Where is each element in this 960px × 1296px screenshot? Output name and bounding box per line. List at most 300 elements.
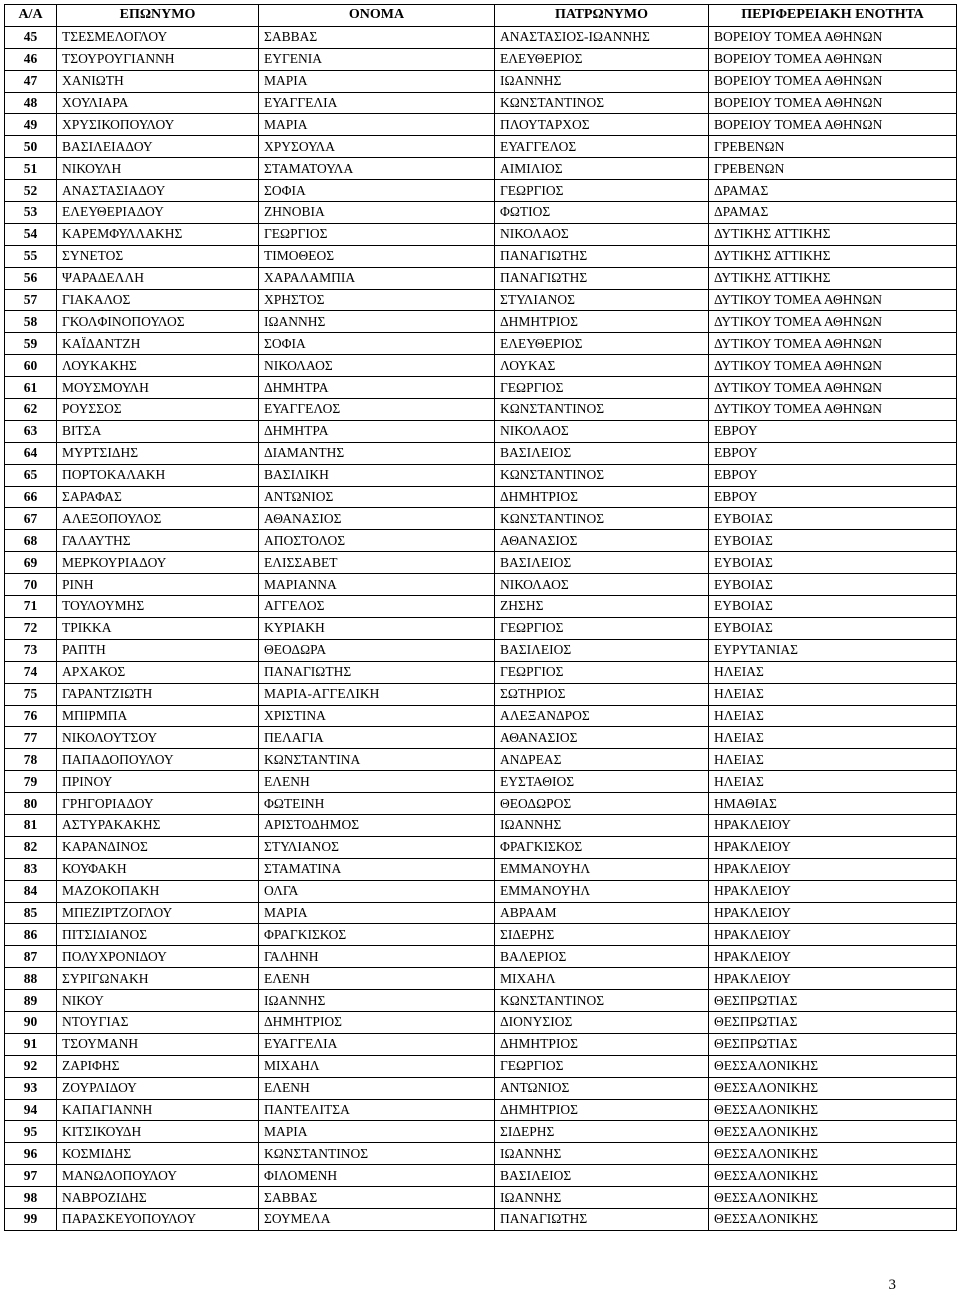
table-row [5,771,957,793]
cell-serial-number: 64 [5,442,57,464]
cell-serial-number: 72 [5,617,57,639]
cell-first-name: ΕΥΑΓΓΕΛΙΑ [259,1033,495,1055]
table-row [5,574,957,596]
cell-first-name: ΖΗΝΟΒΙΑ [259,202,495,224]
cell-father-name: ΣΤΥΛΙΑΝΟΣ [495,289,709,311]
cell-serial-number: 51 [5,158,57,180]
cell-serial-number: 54 [5,223,57,245]
cell-first-name: ΔΗΜΗΤΡΑ [259,420,495,442]
cell-regional-unit: ΕΥΒΟΙΑΣ [709,596,957,618]
cell-regional-unit: ΗΡΑΚΛΕΙΟΥ [709,968,957,990]
table-row [5,1033,957,1055]
cell-first-name: ΔΗΜΗΤΡΑ [259,377,495,399]
cell-serial-number: 52 [5,180,57,202]
cell-surname: ΜΕΡΚΟΥΡΙΑΔΟΥ [57,552,259,574]
table-row [5,92,957,114]
cell-first-name: ΜΑΡΙΑΝΝΑ [259,574,495,596]
table-row [5,814,957,836]
cell-father-name: ΚΩΝΣΤΑΝΤΙΝΟΣ [495,399,709,421]
cell-regional-unit: ΘΕΣΣΑΛΟΝΙΚΗΣ [709,1187,957,1209]
cell-father-name: ΦΡΑΓΚΙΣΚΟΣ [495,836,709,858]
cell-surname: ΜΥΡΤΣΙΔΗΣ [57,442,259,464]
table-row [5,267,957,289]
cell-father-name: ΒΑΣΙΛΕΙΟΣ [495,1165,709,1187]
cell-regional-unit: ΗΛΕΙΑΣ [709,661,957,683]
cell-regional-unit: ΘΕΣΣΑΛΟΝΙΚΗΣ [709,1077,957,1099]
cell-serial-number: 96 [5,1143,57,1165]
cell-surname: ΤΣΕΣΜΕΛΟΓΛΟΥ [57,26,259,48]
cell-serial-number: 58 [5,311,57,333]
cell-regional-unit: ΔΥΤΙΚΗΣ ΑΤΤΙΚΗΣ [709,223,957,245]
cell-father-name: ΓΕΩΡΓΙΟΣ [495,617,709,639]
table-row [5,705,957,727]
cell-father-name: ΑΛΕΞΑΝΔΡΟΣ [495,705,709,727]
cell-first-name: ΑΓΓΕΛΟΣ [259,596,495,618]
cell-regional-unit: ΒΟΡΕΙΟΥ ΤΟΜΕΑ ΑΘΗΝΩΝ [709,92,957,114]
cell-first-name: ΟΛΓΑ [259,880,495,902]
table-row [5,749,957,771]
cell-serial-number: 91 [5,1033,57,1055]
cell-surname: ΚΙΤΣΙΚΟΥΔΗ [57,1121,259,1143]
cell-serial-number: 53 [5,202,57,224]
cell-father-name: ΠΑΝΑΓΙΩΤΗΣ [495,245,709,267]
cell-serial-number: 82 [5,836,57,858]
cell-first-name: ΓΕΩΡΓΙΟΣ [259,223,495,245]
table-row [5,464,957,486]
table-row [5,924,957,946]
cell-regional-unit: ΔΡΑΜΑΣ [709,202,957,224]
cell-regional-unit: ΒΟΡΕΙΟΥ ΤΟΜΕΑ ΑΘΗΝΩΝ [709,26,957,48]
cell-regional-unit: ΒΟΡΕΙΟΥ ΤΟΜΕΑ ΑΘΗΝΩΝ [709,48,957,70]
cell-serial-number: 84 [5,880,57,902]
cell-surname: ΚΑΪΔΑΝΤΖΗ [57,333,259,355]
cell-first-name: ΕΛΕΝΗ [259,1077,495,1099]
cell-surname: ΜΠΙΡΜΠΑ [57,705,259,727]
cell-regional-unit: ΗΡΑΚΛΕΙΟΥ [709,836,957,858]
table-row [5,727,957,749]
cell-father-name: ΕΛΕΥΘΕΡΙΟΣ [495,333,709,355]
cell-surname: ΝΙΚΟΥΛΗ [57,158,259,180]
cell-father-name: ΚΩΝΣΤΑΝΤΙΝΟΣ [495,92,709,114]
table-row [5,639,957,661]
cell-surname: ΖΑΡΙΦΗΣ [57,1055,259,1077]
personnel-table [4,4,957,1231]
cell-serial-number: 89 [5,990,57,1012]
cell-regional-unit: ΕΒΡΟΥ [709,464,957,486]
cell-regional-unit: ΗΡΑΚΛΕΙΟΥ [709,946,957,968]
cell-serial-number: 70 [5,574,57,596]
cell-first-name: ΔΗΜΗΤΡΙΟΣ [259,1011,495,1033]
cell-first-name: ΜΑΡΙΑ [259,70,495,92]
cell-surname: ΣΑΡΑΦΑΣ [57,486,259,508]
cell-father-name: ΝΙΚΟΛΑΟΣ [495,223,709,245]
cell-serial-number: 77 [5,727,57,749]
cell-serial-number: 78 [5,749,57,771]
cell-serial-number: 80 [5,793,57,815]
table-row [5,223,957,245]
cell-surname: ΚΑΠΑΓΙΑΝΝΗ [57,1099,259,1121]
cell-father-name: ΠΑΝΑΓΙΩΤΗΣ [495,1208,709,1230]
cell-surname: ΚΟΣΜΙΔΗΣ [57,1143,259,1165]
cell-surname: ΡΙΝΗ [57,574,259,596]
cell-first-name: ΣΟΦΙΑ [259,180,495,202]
cell-surname: ΑΛΕΞΟΠΟΥΛΟΣ [57,508,259,530]
cell-serial-number: 47 [5,70,57,92]
table-body [5,26,957,1230]
cell-father-name: ΘΕΟΔΩΡΟΣ [495,793,709,815]
cell-first-name: ΠΕΛΑΓΙΑ [259,727,495,749]
cell-regional-unit: ΗΛΕΙΑΣ [709,749,957,771]
cell-regional-unit: ΗΡΑΚΛΕΙΟΥ [709,880,957,902]
cell-serial-number: 73 [5,639,57,661]
cell-father-name: ΖΗΣΗΣ [495,596,709,618]
cell-surname: ΑΣΤΥΡΑΚΑΚΗΣ [57,814,259,836]
cell-father-name: ΦΩΤΙΟΣ [495,202,709,224]
cell-first-name: ΚΩΝΣΤΑΝΤΙΝΟΣ [259,1143,495,1165]
cell-first-name: ΑΘΑΝΑΣΙΟΣ [259,508,495,530]
cell-surname: ΖΟΥΡΛΙΔΟΥ [57,1077,259,1099]
cell-father-name: ΒΑΛΕΡΙΟΣ [495,946,709,968]
cell-serial-number: 71 [5,596,57,618]
cell-regional-unit: ΔΥΤΙΚΗΣ ΑΤΤΙΚΗΣ [709,245,957,267]
table-row [5,245,957,267]
cell-regional-unit: ΒΟΡΕΙΟΥ ΤΟΜΕΑ ΑΘΗΝΩΝ [709,114,957,136]
cell-regional-unit: ΔΡΑΜΑΣ [709,180,957,202]
cell-surname: ΓΚΟΛΦΙΝΟΠΟΥΛΟΣ [57,311,259,333]
cell-surname: ΝΙΚΟΛΟΥΤΣΟΥ [57,727,259,749]
cell-father-name: ΓΕΩΡΓΙΟΣ [495,1055,709,1077]
cell-serial-number: 49 [5,114,57,136]
cell-first-name: ΠΑΝΤΕΛΙΤΣΑ [259,1099,495,1121]
table-row [5,355,957,377]
table-row [5,26,957,48]
table-row [5,617,957,639]
table-row [5,508,957,530]
cell-first-name: ΒΑΣΙΛΙΚΗ [259,464,495,486]
cell-father-name: ΚΩΝΣΤΑΝΤΙΝΟΣ [495,990,709,1012]
header-regional-unit: ΠΕΡΙΦΕΡΕΙΑΚΗ ΕΝΟΤΗΤΑ [709,5,957,27]
cell-father-name: ΜΙΧΑΗΛ [495,968,709,990]
cell-regional-unit: ΔΥΤΙΚΟΥ ΤΟΜΕΑ ΑΘΗΝΩΝ [709,355,957,377]
cell-surname: ΤΡΙΚΚΑ [57,617,259,639]
cell-first-name: ΧΡΥΣΟΥΛΑ [259,136,495,158]
cell-serial-number: 45 [5,26,57,48]
table-row [5,1011,957,1033]
cell-first-name: ΜΑΡΙΑ [259,1121,495,1143]
cell-regional-unit: ΕΥΒΟΙΑΣ [709,508,957,530]
cell-regional-unit: ΗΡΑΚΛΕΙΟΥ [709,924,957,946]
cell-first-name: ΕΛΙΣΣΑΒΕΤ [259,552,495,574]
table-row [5,180,957,202]
cell-regional-unit: ΘΕΣΣΑΛΟΝΙΚΗΣ [709,1165,957,1187]
cell-first-name: ΣΑΒΒΑΣ [259,1187,495,1209]
cell-surname: ΚΑΡΕΜΦΥΛΛΑΚΗΣ [57,223,259,245]
cell-surname: ΜΠΕΖΙΡΤΖΟΓΛΟΥ [57,902,259,924]
cell-first-name: ΚΥΡΙΑΚΗ [259,617,495,639]
cell-serial-number: 81 [5,814,57,836]
cell-regional-unit: ΒΟΡΕΙΟΥ ΤΟΜΕΑ ΑΘΗΝΩΝ [709,70,957,92]
table-row [5,202,957,224]
cell-serial-number: 74 [5,661,57,683]
cell-father-name: ΔΗΜΗΤΡΙΟΣ [495,1033,709,1055]
table-row [5,377,957,399]
cell-father-name: ΝΙΚΟΛΑΟΣ [495,574,709,596]
cell-father-name: ΒΑΣΙΛΕΙΟΣ [495,442,709,464]
cell-first-name: ΠΑΝΑΓΙΩΤΗΣ [259,661,495,683]
cell-surname: ΑΝΑΣΤΑΣΙΑΔΟΥ [57,180,259,202]
cell-regional-unit: ΗΡΑΚΛΕΙΟΥ [709,902,957,924]
table-row [5,48,957,70]
cell-regional-unit: ΔΥΤΙΚΗΣ ΑΤΤΙΚΗΣ [709,267,957,289]
cell-surname: ΡΑΠΤΗ [57,639,259,661]
cell-regional-unit: ΔΥΤΙΚΟΥ ΤΟΜΕΑ ΑΘΗΝΩΝ [709,333,957,355]
header-row [5,5,957,27]
cell-first-name: ΣΟΥΜΕΛΑ [259,1208,495,1230]
table-row [5,136,957,158]
cell-serial-number: 63 [5,420,57,442]
cell-serial-number: 99 [5,1208,57,1230]
cell-father-name: ΙΩΑΝΝΗΣ [495,1187,709,1209]
table-row [5,596,957,618]
cell-regional-unit: ΕΒΡΟΥ [709,442,957,464]
cell-surname: ΧΑΝΙΩΤΗ [57,70,259,92]
cell-regional-unit: ΘΕΣΣΑΛΟΝΙΚΗΣ [709,1143,957,1165]
cell-serial-number: 46 [5,48,57,70]
cell-regional-unit: ΘΕΣΣΑΛΟΝΙΚΗΣ [709,1099,957,1121]
cell-serial-number: 90 [5,1011,57,1033]
table-row [5,530,957,552]
cell-serial-number: 75 [5,683,57,705]
table-row [5,420,957,442]
cell-regional-unit: ΕΒΡΟΥ [709,486,957,508]
table-row [5,289,957,311]
cell-father-name: ΓΕΩΡΓΙΟΣ [495,377,709,399]
table-row [5,1187,957,1209]
cell-first-name: ΕΥΓΕΝΙΑ [259,48,495,70]
cell-surname: ΚΑΡΑΝΔΙΝΟΣ [57,836,259,858]
cell-surname: ΓΑΛΑΥΤΗΣ [57,530,259,552]
cell-first-name: ΙΩΑΝΝΗΣ [259,311,495,333]
table-row [5,902,957,924]
cell-serial-number: 98 [5,1187,57,1209]
cell-father-name: ΚΩΝΣΤΑΝΤΙΝΟΣ [495,508,709,530]
cell-first-name: ΦΙΛΟΜΕΝΗ [259,1165,495,1187]
cell-surname: ΤΣΟΥΡΟΥΓΙΑΝΝΗ [57,48,259,70]
cell-serial-number: 76 [5,705,57,727]
cell-serial-number: 65 [5,464,57,486]
cell-father-name: ΑΘΑΝΑΣΙΟΣ [495,727,709,749]
cell-father-name: ΑΙΜΙΛΙΟΣ [495,158,709,180]
cell-first-name: ΕΛΕΝΗ [259,771,495,793]
cell-regional-unit: ΔΥΤΙΚΟΥ ΤΟΜΕΑ ΑΘΗΝΩΝ [709,399,957,421]
cell-father-name: ΔΗΜΗΤΡΙΟΣ [495,311,709,333]
cell-serial-number: 61 [5,377,57,399]
cell-first-name: ΕΥΑΓΓΕΛΙΑ [259,92,495,114]
cell-serial-number: 86 [5,924,57,946]
cell-serial-number: 79 [5,771,57,793]
cell-surname: ΠΟΡΤΟΚΑΛΑΚΗ [57,464,259,486]
cell-first-name: ΕΥΑΓΓΕΛΟΣ [259,399,495,421]
cell-surname: ΠΟΛΥΧΡΟΝΙΔΟΥ [57,946,259,968]
cell-regional-unit: ΗΛΕΙΑΣ [709,683,957,705]
table-row [5,1077,957,1099]
page-number: 3 [888,1277,896,1293]
cell-serial-number: 85 [5,902,57,924]
cell-father-name: ΑΝΔΡΕΑΣ [495,749,709,771]
cell-first-name: ΣΤΥΛΙΑΝΟΣ [259,836,495,858]
cell-father-name: ΣΙΔΕΡΗΣ [495,924,709,946]
cell-first-name: ΚΩΝΣΤΑΝΤΙΝΑ [259,749,495,771]
cell-father-name: ΑΒΡΑΑΜ [495,902,709,924]
cell-first-name: ΝΙΚΟΛΑΟΣ [259,355,495,377]
cell-surname: ΠΑΠΑΔΟΠΟΥΛΟΥ [57,749,259,771]
cell-first-name: ΦΩΤΕΙΝΗ [259,793,495,815]
cell-father-name: ΕΥΑΓΓΕΛΟΣ [495,136,709,158]
header-serial-number: Α/Α [5,5,57,27]
table-row [5,333,957,355]
cell-father-name: ΚΩΝΣΤΑΝΤΙΝΟΣ [495,464,709,486]
cell-surname: ΧΟΥΛΙΑΡΑ [57,92,259,114]
cell-first-name: ΜΙΧΑΗΛ [259,1055,495,1077]
cell-regional-unit: ΕΥΒΟΙΑΣ [709,552,957,574]
cell-regional-unit: ΗΛΕΙΑΣ [709,705,957,727]
header-surname: ΕΠΩΝΥΜΟ [57,5,259,27]
cell-surname: ΝΤΟΥΓΙΑΣ [57,1011,259,1033]
cell-father-name: ΕΜΜΑΝΟΥΗΛ [495,858,709,880]
cell-father-name: ΕΜΜΑΝΟΥΗΛ [495,880,709,902]
cell-serial-number: 55 [5,245,57,267]
cell-first-name: ΧΡΙΣΤΙΝΑ [259,705,495,727]
cell-first-name: ΤΙΜΟΘΕΟΣ [259,245,495,267]
cell-surname: ΣΥΝΕΤΟΣ [57,245,259,267]
cell-serial-number: 68 [5,530,57,552]
cell-surname: ΤΣΟΥΜΑΝΗ [57,1033,259,1055]
cell-serial-number: 87 [5,946,57,968]
cell-father-name: ΠΛΟΥΤΑΡΧΟΣ [495,114,709,136]
cell-serial-number: 50 [5,136,57,158]
cell-regional-unit: ΕΥΒΟΙΑΣ [709,617,957,639]
cell-surname: ΣΥΡΙΓΩΝΑΚΗ [57,968,259,990]
cell-surname: ΓΑΡΑΝΤΖΙΩΤΗ [57,683,259,705]
cell-serial-number: 94 [5,1099,57,1121]
cell-regional-unit: ΘΕΣΣΑΛΟΝΙΚΗΣ [709,1208,957,1230]
cell-father-name: ΑΘΑΝΑΣΙΟΣ [495,530,709,552]
cell-surname: ΠΡΙΝΟΥ [57,771,259,793]
cell-first-name: ΦΡΑΓΚΙΣΚΟΣ [259,924,495,946]
cell-serial-number: 57 [5,289,57,311]
cell-regional-unit: ΗΡΑΚΛΕΙΟΥ [709,814,957,836]
cell-father-name: ΓΕΩΡΓΙΟΣ [495,180,709,202]
cell-father-name: ΣΩΤΗΡΙΟΣ [495,683,709,705]
cell-father-name: ΕΥΣΤΑΘΙΟΣ [495,771,709,793]
cell-regional-unit: ΔΥΤΙΚΟΥ ΤΟΜΕΑ ΑΘΗΝΩΝ [709,311,957,333]
table-row [5,990,957,1012]
cell-father-name: ΑΝΑΣΤΑΣΙΟΣ-ΙΩΑΝΝΗΣ [495,26,709,48]
table-row [5,442,957,464]
cell-father-name: ΝΙΚΟΛΑΟΣ [495,420,709,442]
table-row [5,486,957,508]
cell-serial-number: 83 [5,858,57,880]
cell-first-name: ΣΤΑΜΑΤΟΥΛΑ [259,158,495,180]
header-father-name: ΠΑΤΡΩΝΥΜΟ [495,5,709,27]
cell-father-name: ΒΑΣΙΛΕΙΟΣ [495,639,709,661]
cell-father-name: ΔΙΟΝΥΣΙΟΣ [495,1011,709,1033]
table-row [5,1208,957,1230]
cell-first-name: ΜΑΡΙΑ [259,902,495,924]
cell-serial-number: 95 [5,1121,57,1143]
cell-serial-number: 56 [5,267,57,289]
cell-surname: ΓΡΗΓΟΡΙΑΔΟΥ [57,793,259,815]
cell-first-name: ΑΠΟΣΤΟΛΟΣ [259,530,495,552]
table-row [5,114,957,136]
cell-father-name: ΙΩΑΝΝΗΣ [495,814,709,836]
cell-first-name: ΔΙΑΜΑΝΤΗΣ [259,442,495,464]
cell-regional-unit: ΕΥΒΟΙΑΣ [709,574,957,596]
cell-surname: ΛΟΥΚΑΚΗΣ [57,355,259,377]
cell-regional-unit: ΓΡΕΒΕΝΩΝ [709,158,957,180]
cell-serial-number: 62 [5,399,57,421]
cell-regional-unit: ΕΥΡΥΤΑΝΙΑΣ [709,639,957,661]
cell-serial-number: 67 [5,508,57,530]
cell-first-name: ΣΟΦΙΑ [259,333,495,355]
table-row [5,836,957,858]
cell-first-name: ΜΑΡΙΑ [259,114,495,136]
cell-first-name: ΘΕΟΔΩΡΑ [259,639,495,661]
cell-first-name: ΣΤΑΜΑΤΙΝΑ [259,858,495,880]
table-row [5,683,957,705]
cell-father-name: ΓΕΩΡΓΙΟΣ [495,661,709,683]
cell-regional-unit: ΘΕΣΣΑΛΟΝΙΚΗΣ [709,1121,957,1143]
table-row [5,1165,957,1187]
table-row [5,1143,957,1165]
cell-serial-number: 60 [5,355,57,377]
cell-serial-number: 66 [5,486,57,508]
table-row [5,661,957,683]
cell-serial-number: 69 [5,552,57,574]
table-row [5,1099,957,1121]
table-row [5,1055,957,1077]
table-row [5,552,957,574]
cell-surname: ΜΑΝΩΛΟΠΟΥΛΟΥ [57,1165,259,1187]
cell-surname: ΕΛΕΥΘΕΡΙΑΔΟΥ [57,202,259,224]
cell-regional-unit: ΗΜΑΘΙΑΣ [709,793,957,815]
cell-regional-unit: ΘΕΣΠΡΩΤΙΑΣ [709,1011,957,1033]
cell-surname: ΓΙΑΚΑΛΟΣ [57,289,259,311]
cell-surname: ΨΑΡΑΔΕΛΛΗ [57,267,259,289]
header-first-name: ΟΝΟΜΑ [259,5,495,27]
cell-first-name: ΑΡΙΣΤΟΔΗΜΟΣ [259,814,495,836]
cell-father-name: ΕΛΕΥΘΕΡΙΟΣ [495,48,709,70]
table-row [5,946,957,968]
table-row [5,968,957,990]
cell-surname: ΤΟΥΛΟΥΜΗΣ [57,596,259,618]
cell-surname: ΝΙΚΟΥ [57,990,259,1012]
cell-first-name: ΑΝΤΩΝΙΟΣ [259,486,495,508]
cell-surname: ΚΟΥΦΑΚΗ [57,858,259,880]
cell-first-name: ΣΑΒΒΑΣ [259,26,495,48]
cell-first-name: ΙΩΑΝΝΗΣ [259,990,495,1012]
cell-regional-unit: ΕΥΒΟΙΑΣ [709,530,957,552]
cell-serial-number: 97 [5,1165,57,1187]
cell-father-name: ΔΗΜΗΤΡΙΟΣ [495,486,709,508]
cell-first-name: ΕΛΕΝΗ [259,968,495,990]
cell-regional-unit: ΓΡΕΒΕΝΩΝ [709,136,957,158]
cell-first-name: ΓΑΛΗΝΗ [259,946,495,968]
cell-serial-number: 93 [5,1077,57,1099]
cell-surname: ΡΟΥΣΣΟΣ [57,399,259,421]
table-row [5,158,957,180]
table-header [5,5,957,27]
